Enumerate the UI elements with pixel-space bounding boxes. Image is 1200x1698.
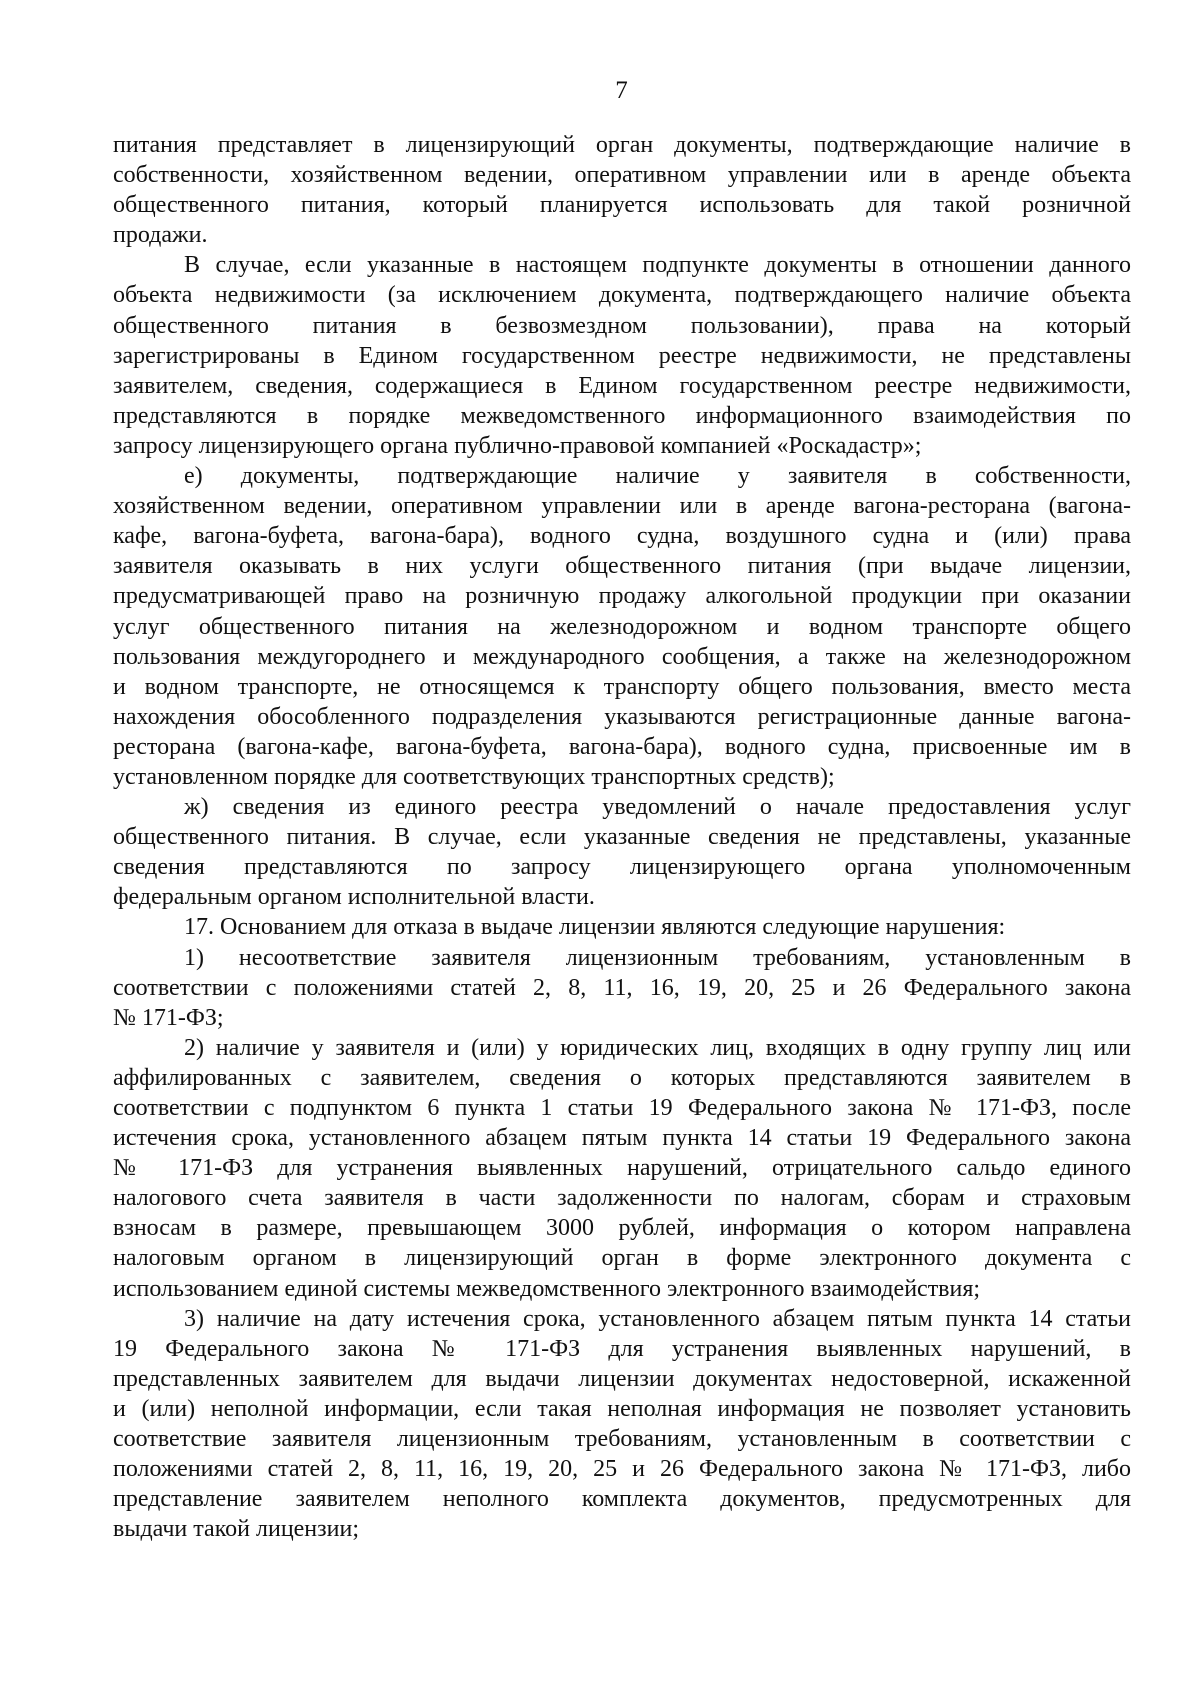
paragraph-first-line: 2) наличие у заявителя и (или) у юридических лиц, входящих в одну группу лиц или — [184, 1034, 1131, 1061]
text-line: представляются в порядке межведомственного информационного взаимодействия по — [113, 402, 1131, 429]
text-line: установленном порядке для соответствующих транспортных средств); — [113, 763, 835, 790]
document-body — [113, 130, 1131, 1544]
text-line: и водном транспорте, не относящемся к транспорту общего пользования, вместо места — [113, 673, 1131, 700]
text-line: услуг общественного питания на железнодорожном и водном транспорте общего — [113, 613, 1131, 640]
text-line: запросу лицензирующего органа публично-правовой компанией «Роскадастр»; — [113, 432, 922, 459]
text-line: соответствии с положениями статей 2, 8, 11, 16, 19, 20, 25 и 26 Федерального закона — [113, 974, 1131, 1001]
text-line: пользования междугороднего и международного сообщения, а также на железнодорожном — [113, 643, 1131, 670]
text-line: кафе, вагона-буфета, вагона-бара), водного судна, воздушного судна и (или) права — [113, 523, 1131, 550]
text-line: общественного питания. В случае, если указанные сведения не представлены, указанные — [113, 824, 1131, 851]
text-line: использованием единой системы межведомственного электронного взаимодействия; — [113, 1275, 981, 1302]
text-line: заявителя оказывать в них услуги общественного питания (при выдаче лицензии, — [113, 553, 1131, 580]
paragraph-first-line: 3) наличие на дату истечения срока, установленного абзацем пятым пункта 14 статьи — [184, 1305, 1131, 1332]
text-line: истечения срока, установленного абзацем пятым пункта 14 статьи 19 Федерального закона — [113, 1125, 1131, 1152]
paragraph-first-line: 17. Основанием для отказа в выдаче лицензии являются следующие нарушения: — [184, 914, 1006, 941]
text-line: продажи. — [113, 222, 208, 249]
text-line: хозяйственном ведении, оперативном управлении или в аренде вагона-ресторана (вагона- — [113, 493, 1131, 520]
text-line: и (или) неполной информации, если такая неполная информация не позволяет установить — [113, 1395, 1131, 1422]
text-line: собственности, хозяйственном ведении, оперативном управлении или в аренде объекта — [113, 162, 1131, 189]
text-line: заявителем, сведения, содержащиеся в Едином государственном реестре недвижимости, — [113, 372, 1131, 399]
text-line: объекта недвижимости (за исключением документа, подтверждающего наличие объекта — [113, 282, 1131, 309]
text-line: представление заявителем неполного комплекта документов, предусмотренных для — [113, 1486, 1131, 1513]
text-line: выдачи такой лицензии; — [113, 1516, 359, 1543]
text-line: аффилированных с заявителем, сведения о которых представляются заявителем в — [113, 1064, 1131, 1091]
text-line: предусматривающей право на розничную продажу алкогольной продукции при оказании — [113, 583, 1131, 610]
page-number: 7 — [615, 77, 628, 104]
paragraph-first-line: е) документы, подтверждающие наличие у заявителя в собственности, — [184, 463, 1131, 490]
text-line: общественного питания, который планируется использовать для такой розничной — [113, 192, 1131, 219]
text-line: положениями статей 2, 8, 11, 16, 19, 20, 25 и 26 Федерального закона № 171-ФЗ, либо — [113, 1456, 1131, 1483]
text-line: 19 Федерального закона № 171-ФЗ для устранения выявленных нарушений, в — [113, 1335, 1131, 1362]
text-line: нахождения обособленного подразделения указываются регистрационные данные вагона- — [113, 703, 1131, 730]
text-line: федеральным органом исполнительной власти. — [113, 884, 595, 911]
text-line: представленных заявителем для выдачи лицензии документах недостоверной, искаженной — [113, 1365, 1131, 1392]
text-line: взносам в размере, превышающем 3000 рублей, информация о котором направлена — [113, 1215, 1131, 1242]
text-line: соответствии с подпунктом 6 пункта 1 статьи 19 Федерального закона № 171-ФЗ, после — [113, 1095, 1131, 1121]
paragraph-first-line: ж) сведения из единого реестра уведомлений о начале предоставления услуг — [184, 794, 1131, 821]
text-line: налоговым органом в лицензирующий орган в форме электронного документа с — [113, 1245, 1131, 1272]
text-line: зарегистрированы в Едином государственном реестре недвижимости, не представлены — [113, 342, 1131, 369]
text-line: № 171-ФЗ; — [113, 1004, 224, 1031]
paragraph-first-line: В случае, если указанные в настоящем подпункте документы в отношении данного — [184, 252, 1131, 279]
text-line: общественного питания в безвозмездном пользовании), права на который — [113, 312, 1131, 339]
paragraph-first-line: 1) несоответствие заявителя лицензионным требованиям, установленным в — [184, 944, 1131, 971]
text-line: сведения представляются по запросу лицензирующего органа уполномоченным — [113, 854, 1131, 881]
text-line: соответствие заявителя лицензионным требованиям, установленным в соответствии с — [113, 1426, 1131, 1453]
text-line: налогового счета заявителя в части задолженности по налогам, сборам и страховым — [113, 1185, 1131, 1212]
text-line: ресторана (вагона-кафе, вагона-буфета, вагона-бара), водного судна, присвоенные им в — [113, 733, 1131, 760]
text-line: питания представляет в лицензирующий орган документы, подтверждающие наличие в — [113, 132, 1131, 158]
text-line: № 171-ФЗ для устранения выявленных нарушений, отрицательного сальдо единого — [113, 1155, 1131, 1182]
